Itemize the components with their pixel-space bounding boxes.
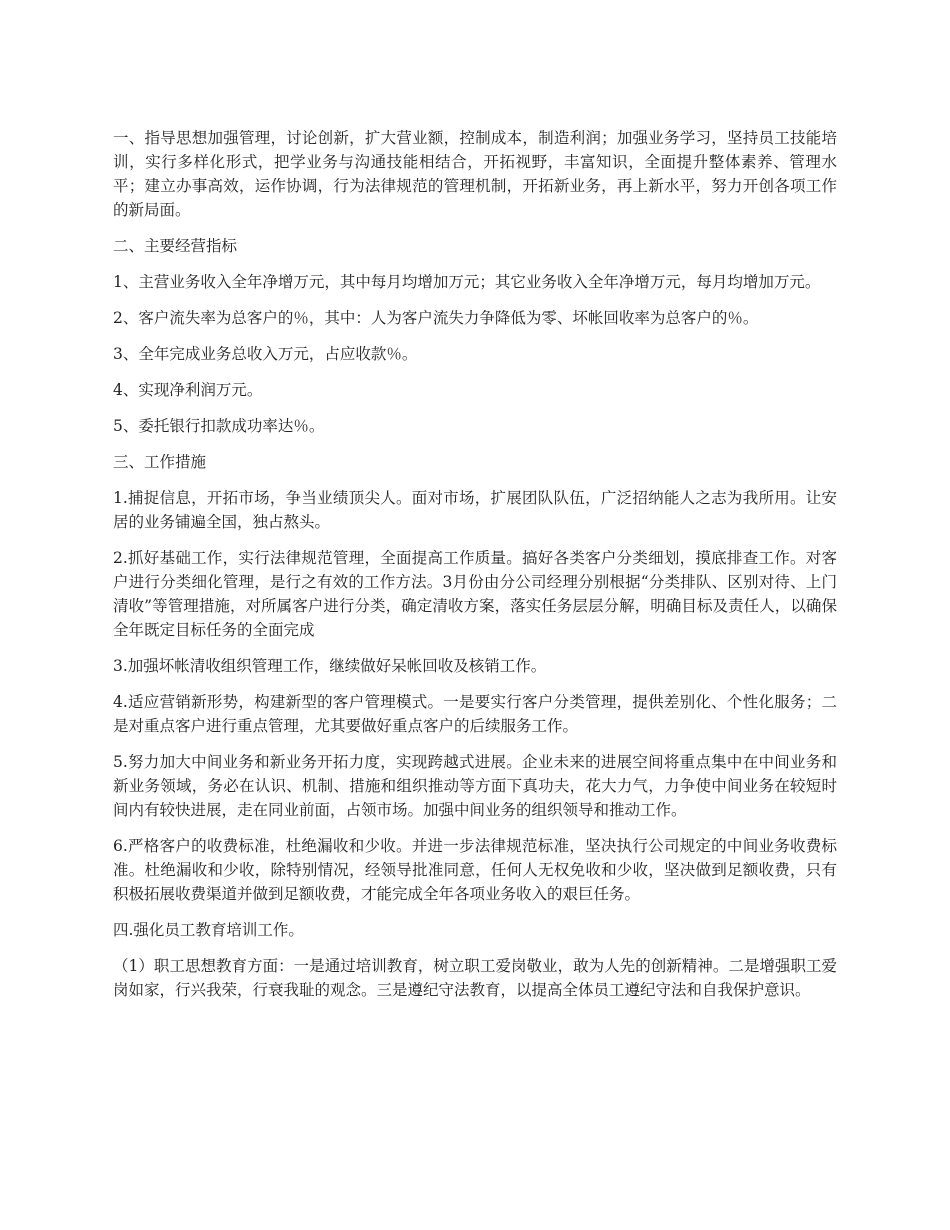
paragraph-measure-1: 1.捕捉信息，开拓市场，争当业绩顶尖人。面对市场，扩展团队队伍，广泛招纳能人之志为我所用。让安居的业务铺遍全国，独占熬头。	[113, 489, 837, 531]
paragraph-measure-2: 2.抓好基础工作，实行法律规范管理，全面提高工作质量。搞好各类客户分类细划，摸底排查工作。对客户进行分类细化管理，是行之有效的工作方法。3月份由分公司经理分别根据“分类排队、区别对待、上门清收”等管理措施，对所属客户进行分类，确定清收方案，落实任务层层分解，明确目标及责任人，以确保全年既定目标任务的全面完成	[113, 549, 837, 639]
paragraph-indicator-5: 5、委托银行扣款成功率达％。	[113, 417, 325, 435]
heading-work-measures: 三、工作措施	[113, 453, 207, 471]
heading-main-indicators: 二、主要经营指标	[113, 237, 238, 255]
paragraph-indicator-2: 2、客户流失率为总客户的％，其中：人为客户流失力争降低为零、坏帐回收率为总客户的％。	[113, 309, 759, 327]
document-body	[113, 126, 837, 1014]
paragraph-training-1: （1）职工思想教育方面：一是通过培训教育，树立职工爱岗敬业，敢为人先的创新精神。二是增强职工爱岗如家，行兴我荣，行衰我耻的观念。三是遵纪守法教育，以提高全体员工遵纪守法和自我保护意识。	[113, 957, 837, 999]
paragraph-indicator-4: 4、实现净利润万元。	[113, 381, 263, 399]
paragraph-indicator-3: 3、全年完成业务总收入万元，占应收款％。	[113, 345, 418, 363]
paragraph-guiding-thought: 一、指导思想加强管理，讨论创新，扩大营业额，控制成本，制造利润；加强业务学习，坚持员工技能培训，实行多样化形式，把学业务与沟通技能相结合，开拓视野，丰富知识，全面提升整体素养、管理水平；建立办事高效，运作协调，行为法律规范的管理机制，开拓新业务，再上新水平，努力开创各项工作的新局面。	[113, 129, 837, 219]
paragraph-measure-5: 5.努力加大中间业务和新业务开拓力度，实现跨越式进展。企业未来的进展空间将重点集中在中间业务和新业务领域，务必在认识、机制、措施和组织推动等方面下真功夫，花大力气，力争使中间业务在较短时间内有较快进展，走在同业前面，占领市场。加强中间业务的组织领导和推动工作。	[113, 753, 837, 819]
paragraph-measure-4: 4.适应营销新形势，构建新型的客户管理模式。一是要实行客户分类管理，提供差别化、个性化服务；二是对重点客户进行重点管理，尤其要做好重点客户的后续服务工作。	[113, 693, 837, 735]
paragraph-indicator-1: 1、主营业务收入全年净增万元，其中每月均增加万元；其它业务收入全年净增万元，每月均增加万元。	[113, 273, 821, 291]
paragraph-measure-3: 3.加强坏帐清收组织管理工作，继续做好呆帐回收及核销工作。	[113, 657, 547, 675]
heading-staff-training: 四.强化员工教育培训工作。	[113, 921, 304, 939]
paragraph-measure-6: 6.严格客户的收费标准，杜绝漏收和少收。并进一步法律规范标准，坚决执行公司规定的中间业务收费标准。杜绝漏收和少收，除特别情况，经领导批准同意，任何人无权免收和少收，坚决做到足额收费，只有积极拓展收费渠道并做到足额收费，才能完成全年各项业务收入的艰巨任务。	[113, 837, 837, 903]
